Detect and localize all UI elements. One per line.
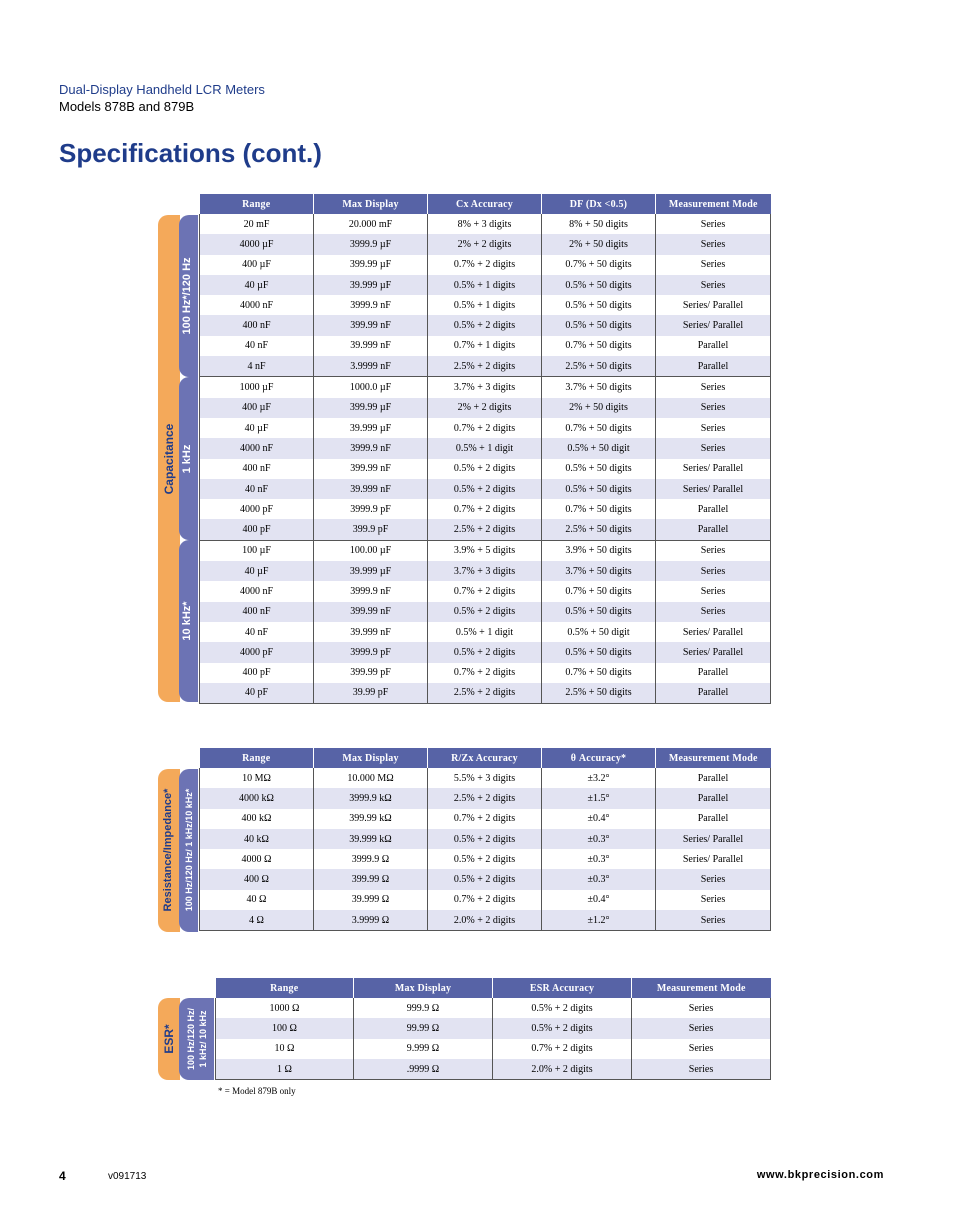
table-cell: 10.000 MΩ [314, 768, 428, 788]
table-row [216, 1059, 771, 1080]
table-cell: 40 µF [200, 418, 314, 438]
table-cell: 40 nF [200, 336, 314, 356]
table-cell: 0.7% + 2 digits [493, 1039, 632, 1059]
table-cell: 3.9% + 5 digits [428, 540, 542, 561]
table-cell: 0.5% + 50 digits [542, 459, 656, 479]
table-cell: 39.999 µF [314, 561, 428, 581]
table-row [200, 519, 771, 540]
table-cell: Series [656, 418, 771, 438]
table-cell: 4000 pF [200, 499, 314, 519]
table-row [200, 581, 771, 601]
table-cell: 3999.9 Ω [314, 849, 428, 869]
table-cell: 3.7% + 50 digits [542, 377, 656, 398]
table-cell: 3.9999 Ω [314, 910, 428, 931]
table-cell: 2.5% + 2 digits [428, 683, 542, 704]
table-cell: 4000 µF [200, 234, 314, 254]
table-cell: 4000 nF [200, 295, 314, 315]
table-cell: 400 pF [200, 519, 314, 540]
table-cell: 1000.0 µF [314, 377, 428, 398]
table-cell: 5.5% + 3 digits [428, 768, 542, 788]
table-cell: 4000 nF [200, 438, 314, 458]
table-cell: 40 kΩ [200, 829, 314, 849]
table-cell: Series [656, 540, 771, 561]
table-row [200, 602, 771, 622]
table-cell: 3999.9 nF [314, 581, 428, 601]
table-cell: 0.5% + 50 digits [542, 642, 656, 662]
table-cell: Parallel [656, 683, 771, 704]
table-cell: Series [656, 869, 771, 889]
table-cell: 3999.9 pF [314, 642, 428, 662]
table-cell: Series/ Parallel [656, 315, 771, 335]
band-label-esr [185, 998, 209, 1080]
document-models: Models 878B and 879B [59, 99, 195, 114]
table-row [200, 275, 771, 295]
table-cell: 0.5% + 2 digits [428, 849, 542, 869]
band-label-10khz: 10 kHz* [181, 601, 193, 641]
table-cell: 4 Ω [200, 910, 314, 931]
table-cell: 0.7% + 2 digits [428, 418, 542, 438]
table-cell: 0.5% + 2 digits [428, 479, 542, 499]
table-cell: Series [656, 377, 771, 398]
table-cell: Parallel [656, 768, 771, 788]
table-cell: 4 nF [200, 356, 314, 377]
column-header: Max Display [314, 748, 428, 768]
resistance-table [199, 748, 771, 931]
table-cell: 0.5% + 2 digits [428, 642, 542, 662]
table-row [200, 540, 771, 561]
table-row [200, 234, 771, 254]
table-cell: 0.7% + 50 digits [542, 336, 656, 356]
table-cell: 2.0% + 2 digits [428, 910, 542, 931]
table-cell: Series [656, 398, 771, 418]
table-cell: 3999.9 nF [314, 438, 428, 458]
table-row [200, 255, 771, 275]
column-header: Max Display [354, 978, 493, 998]
table-cell: ±1.5° [542, 788, 656, 808]
table-cell: 40 µF [200, 275, 314, 295]
table-cell: 400 nF [200, 602, 314, 622]
table-cell: Series/ Parallel [656, 295, 771, 315]
table-cell: 40 nF [200, 622, 314, 642]
table-cell: 2.5% + 50 digits [542, 519, 656, 540]
table-cell: 2% + 50 digits [542, 398, 656, 418]
table-cell: .9999 Ω [354, 1059, 493, 1080]
table-cell: 0.5% + 1 digit [428, 622, 542, 642]
table-cell: 39.999 nF [314, 336, 428, 356]
table-cell: 2% + 2 digits [428, 234, 542, 254]
table-cell: 2.0% + 2 digits [493, 1059, 632, 1080]
table-cell: Series [656, 602, 771, 622]
table-cell: 8% + 3 digits [428, 214, 542, 234]
table-row [200, 377, 771, 398]
table-cell: 0.5% + 1 digits [428, 275, 542, 295]
table-cell: Parallel [656, 809, 771, 829]
table-row [200, 356, 771, 377]
table-cell: 40 pF [200, 683, 314, 704]
table-row [200, 398, 771, 418]
table-cell: 39.999 µF [314, 275, 428, 295]
table-cell: Series [656, 214, 771, 234]
website-link[interactable]: www.bkprecision.com [756, 1169, 884, 1181]
table-cell: 20 mF [200, 214, 314, 234]
table-cell: 2% + 50 digits [542, 234, 656, 254]
table-cell: Series [656, 275, 771, 295]
table-cell: 10 MΩ [200, 768, 314, 788]
table-cell: 0.7% + 50 digits [542, 663, 656, 683]
table-cell: 1000 µF [200, 377, 314, 398]
table-cell: 0.5% + 50 digits [542, 602, 656, 622]
table-cell: 4000 kΩ [200, 788, 314, 808]
table-cell: 0.7% + 50 digits [542, 255, 656, 275]
table-cell: 99.99 Ω [354, 1018, 493, 1038]
table-row [200, 622, 771, 642]
table-cell: 0.5% + 2 digits [428, 869, 542, 889]
table-cell: Series [632, 998, 771, 1018]
table-cell: 0.7% + 2 digits [428, 581, 542, 601]
table-row [216, 998, 771, 1018]
table-row [200, 315, 771, 335]
column-header: Range [216, 978, 354, 998]
table-row [200, 809, 771, 829]
page-title: Specifications (cont.) [59, 138, 322, 168]
column-header: ESR Accuracy [493, 978, 632, 998]
table-header-row [200, 194, 771, 214]
table-cell: Parallel [656, 499, 771, 519]
table-cell: 0.5% + 2 digits [428, 315, 542, 335]
table-cell: 399.99 nF [314, 315, 428, 335]
table-row [200, 642, 771, 662]
table-cell: 0.5% + 2 digits [428, 829, 542, 849]
table-cell: 2% + 2 digits [428, 398, 542, 418]
table-cell: Series [656, 561, 771, 581]
table-cell: 400 kΩ [200, 809, 314, 829]
table-cell: 39.99 pF [314, 683, 428, 704]
table-cell: 400 µF [200, 398, 314, 418]
table-cell: 2.5% + 2 digits [428, 788, 542, 808]
table-cell: 1000 Ω [216, 998, 354, 1018]
column-header: DF (Dx <0.5) [542, 194, 656, 214]
page-number: 4 [59, 1169, 66, 1183]
table-cell: 0.5% + 2 digits [493, 1018, 632, 1038]
table-cell: 399.99 kΩ [314, 809, 428, 829]
table-cell: ±0.4° [542, 890, 656, 910]
table-cell: 0.5% + 2 digits [493, 998, 632, 1018]
table-cell: 40 Ω [200, 890, 314, 910]
table-row [216, 1018, 771, 1038]
table-cell: 400 Ω [200, 869, 314, 889]
table-cell: 0.7% + 2 digits [428, 809, 542, 829]
table-row [200, 295, 771, 315]
table-cell: Series [656, 890, 771, 910]
table-cell: 399.99 nF [314, 602, 428, 622]
table-cell: 0.5% + 50 digit [542, 438, 656, 458]
table-header-row [216, 978, 771, 998]
table-cell: Series/ Parallel [656, 479, 771, 499]
table-row [216, 1039, 771, 1059]
table-cell: Parallel [656, 519, 771, 540]
table-cell: ±1.2° [542, 910, 656, 931]
table-cell: 399.99 µF [314, 255, 428, 275]
table-row [200, 459, 771, 479]
column-header: Measurement Mode [632, 978, 771, 998]
table-row [200, 336, 771, 356]
table-cell: 0.5% + 50 digits [542, 315, 656, 335]
table-row [200, 829, 771, 849]
table-cell: 3.9999 nF [314, 356, 428, 377]
footnote: * = Model 879B only [218, 1086, 296, 1096]
table-cell: 3999.9 pF [314, 499, 428, 519]
table-cell: 4000 nF [200, 581, 314, 601]
table-cell: 100.00 µF [314, 540, 428, 561]
table-row [200, 849, 771, 869]
table-row [200, 479, 771, 499]
table-cell: 2.5% + 2 digits [428, 356, 542, 377]
table-cell: Series [656, 234, 771, 254]
table-cell: Parallel [656, 788, 771, 808]
column-header: θ Accuracy* [542, 748, 656, 768]
table-cell: 399.9 pF [314, 519, 428, 540]
column-header: Measurement Mode [656, 748, 771, 768]
table-cell: 3.7% + 3 digits [428, 377, 542, 398]
table-cell: Parallel [656, 356, 771, 377]
column-header: Range [200, 748, 314, 768]
table-cell: 3999.9 nF [314, 295, 428, 315]
table-cell: ±0.3° [542, 829, 656, 849]
table-cell: 40 µF [200, 561, 314, 581]
table-row [200, 418, 771, 438]
table-cell: 20.000 mF [314, 214, 428, 234]
table-cell: 3.9% + 50 digits [542, 540, 656, 561]
table-cell: 10 Ω [216, 1039, 354, 1059]
table-cell: 0.7% + 2 digits [428, 499, 542, 519]
table-cell: 40 nF [200, 479, 314, 499]
table-cell: 2.5% + 50 digits [542, 683, 656, 704]
table-row [200, 499, 771, 519]
column-header: R/Zx Accuracy [428, 748, 542, 768]
table-cell: 400 µF [200, 255, 314, 275]
table-cell: Series/ Parallel [656, 622, 771, 642]
table-cell: 39.999 nF [314, 479, 428, 499]
table-cell: Series [632, 1059, 771, 1080]
table-cell: 0.5% + 1 digits [428, 295, 542, 315]
band-label-100hz: 100 Hz*/120 Hz [181, 257, 193, 335]
table-cell: 399.99 nF [314, 459, 428, 479]
table-cell: Series/ Parallel [656, 459, 771, 479]
table-row [200, 214, 771, 234]
table-cell: ±0.4° [542, 809, 656, 829]
table-cell: 0.5% + 2 digits [428, 602, 542, 622]
table-cell: 0.5% + 50 digits [542, 479, 656, 499]
column-header: Max Display [314, 194, 428, 214]
table-cell: 39.999 µF [314, 418, 428, 438]
resistance-group-label: Resistance/Impedance* [162, 788, 174, 912]
table-cell: 399.99 Ω [314, 869, 428, 889]
table-cell: 0.5% + 50 digit [542, 622, 656, 642]
table-cell: 0.5% + 50 digits [542, 295, 656, 315]
table-cell: 0.7% + 1 digits [428, 336, 542, 356]
table-row [200, 438, 771, 458]
table-cell: ±0.3° [542, 849, 656, 869]
column-header: Measurement Mode [656, 194, 771, 214]
band-label-1khz: 1 kHz [181, 444, 193, 474]
table-cell: 4000 Ω [200, 849, 314, 869]
table-row [200, 768, 771, 788]
table-cell: 8% + 50 digits [542, 214, 656, 234]
table-cell: Series [632, 1018, 771, 1038]
column-header: Cx Accuracy [428, 194, 542, 214]
table-row [200, 890, 771, 910]
table-cell: Series [632, 1039, 771, 1059]
table-cell: ±0.3° [542, 869, 656, 889]
band-label-resistance: 100 Hz/120 Hz/ 1 kHz/10 kHz* [184, 788, 194, 912]
table-cell: 4000 pF [200, 642, 314, 662]
table-cell: Parallel [656, 663, 771, 683]
table-cell: 39.999 kΩ [314, 829, 428, 849]
table-row [200, 663, 771, 683]
table-row [200, 910, 771, 931]
table-cell: 0.7% + 50 digits [542, 418, 656, 438]
table-cell: Series [656, 438, 771, 458]
table-cell: Parallel [656, 336, 771, 356]
table-cell: 3999.9 µF [314, 234, 428, 254]
table-cell: 399.99 pF [314, 663, 428, 683]
table-cell: 0.7% + 50 digits [542, 499, 656, 519]
table-row [200, 561, 771, 581]
table-row [200, 788, 771, 808]
document-subtitle: Dual-Display Handheld LCR Meters [59, 82, 265, 97]
table-cell: 1 Ω [216, 1059, 354, 1080]
table-cell: 0.7% + 50 digits [542, 581, 656, 601]
table-cell: Series/ Parallel [656, 829, 771, 849]
table-cell: 0.5% + 1 digit [428, 438, 542, 458]
table-cell: 999.9 Ω [354, 998, 493, 1018]
table-header-row [200, 748, 771, 768]
table-cell: 400 nF [200, 315, 314, 335]
table-cell: 2.5% + 2 digits [428, 519, 542, 540]
table-cell: 400 nF [200, 459, 314, 479]
table-row [200, 869, 771, 889]
table-cell: 3.7% + 50 digits [542, 561, 656, 581]
capacitance-group-label: Capacitance [162, 423, 176, 495]
column-header: Range [200, 194, 314, 214]
band-label-esr-line2: 1 kHz/ 10 kHz [198, 1010, 208, 1068]
table-cell: 39.999 Ω [314, 890, 428, 910]
table-cell: 0.7% + 2 digits [428, 663, 542, 683]
esr-group-label: ESR* [162, 1024, 176, 1054]
capacitance-table [199, 194, 771, 704]
table-cell: 400 pF [200, 663, 314, 683]
table-row [200, 683, 771, 704]
table-cell: 399.99 µF [314, 398, 428, 418]
table-cell: Series [656, 910, 771, 931]
table-cell: 9.999 Ω [354, 1039, 493, 1059]
table-cell: 0.5% + 2 digits [428, 459, 542, 479]
table-cell: Series [656, 255, 771, 275]
table-cell: Series/ Parallel [656, 642, 771, 662]
version-code: v091713 [108, 1171, 147, 1182]
esr-table [215, 978, 771, 1080]
table-cell: 0.7% + 2 digits [428, 255, 542, 275]
table-cell: 0.7% + 2 digits [428, 890, 542, 910]
table-cell: 3999.9 kΩ [314, 788, 428, 808]
table-cell: 3.7% + 3 digits [428, 561, 542, 581]
table-cell: 100 Ω [216, 1018, 354, 1038]
table-cell: ±3.2° [542, 768, 656, 788]
table-cell: Series [656, 581, 771, 601]
band-label-esr-line1: 100 Hz/120 Hz/ [186, 1007, 196, 1071]
table-cell: 39.999 nF [314, 622, 428, 642]
table-cell: 0.5% + 50 digits [542, 275, 656, 295]
table-cell: Series/ Parallel [656, 849, 771, 869]
table-cell: 100 µF [200, 540, 314, 561]
table-cell: 2.5% + 50 digits [542, 356, 656, 377]
